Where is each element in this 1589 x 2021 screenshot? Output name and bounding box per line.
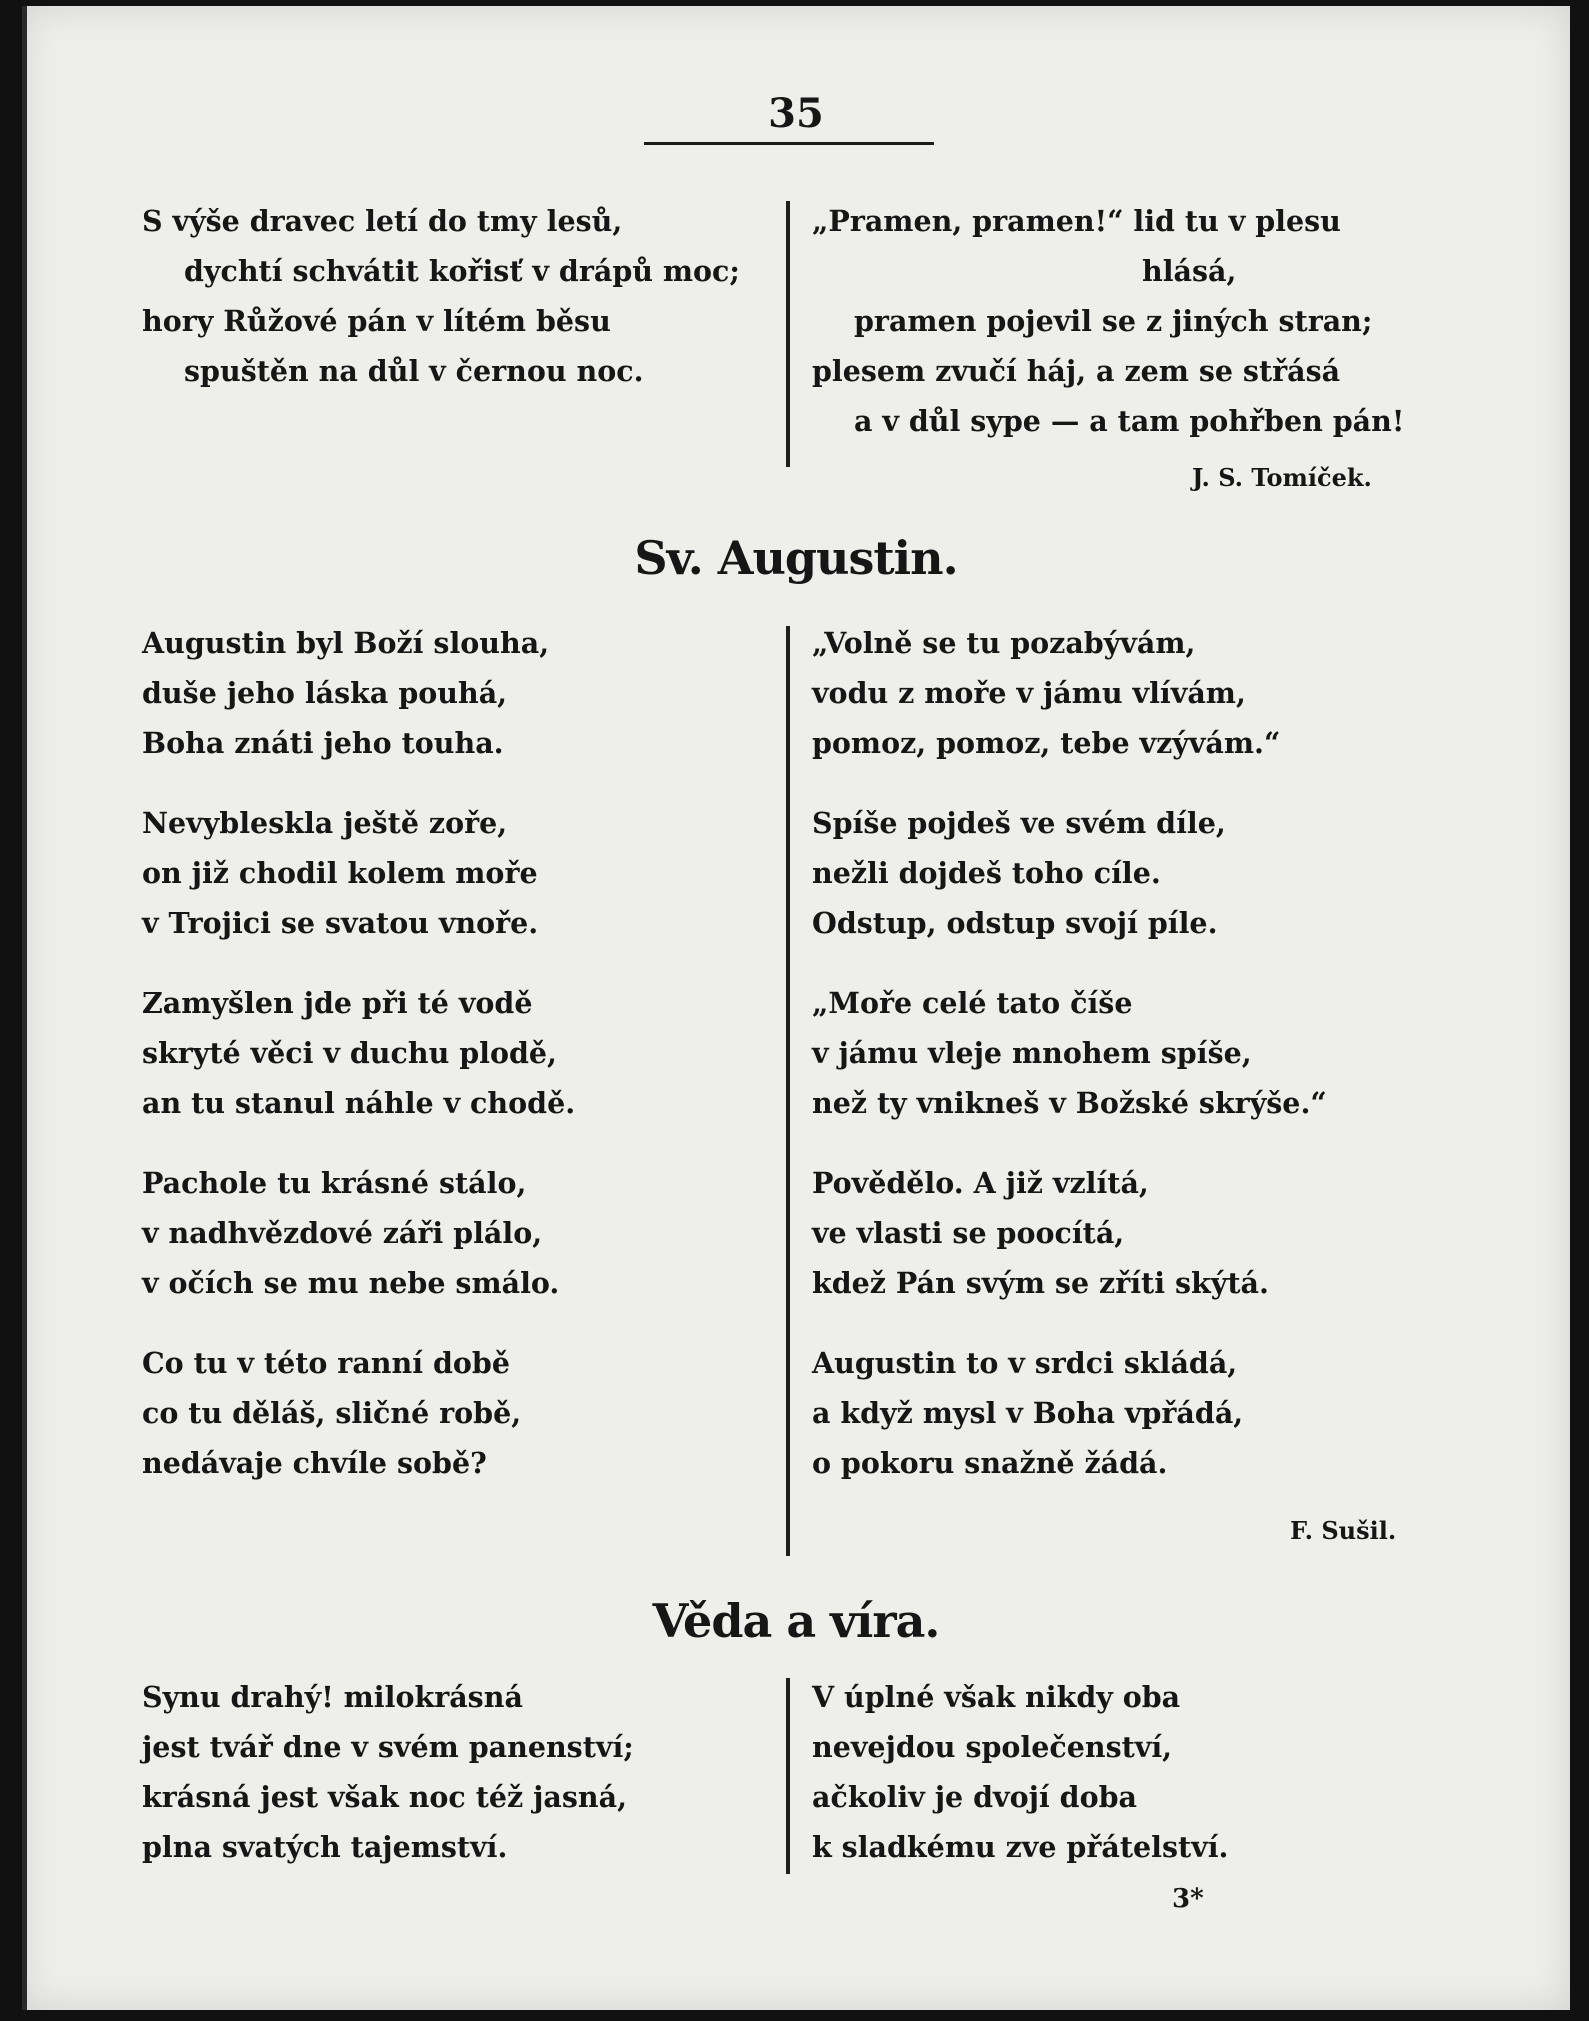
verse-line: nedávaje chvíle sobě? bbox=[142, 1446, 487, 1480]
signature-mark: 3* bbox=[1172, 1884, 1204, 1914]
poem-title: Věda a víra. bbox=[652, 1594, 940, 1648]
author-signature: J. S. Tomíček. bbox=[1192, 463, 1372, 492]
poem-title: Sv. Augustin. bbox=[634, 531, 958, 585]
verse-line: duše jeho láska pouhá, bbox=[142, 676, 508, 710]
top-left-stanza bbox=[142, 196, 740, 396]
verse-line: Boha znáti jeho touha. bbox=[142, 726, 504, 760]
poem2-left-column bbox=[142, 1672, 634, 1872]
stanza bbox=[142, 618, 575, 768]
verse-line: Spíše pojdeš ve svém díle, bbox=[812, 806, 1226, 840]
verse-line: v Trojici se svatou vnoře. bbox=[142, 906, 539, 940]
stanza bbox=[142, 1338, 575, 1488]
verse-line: ve vlasti se poocítá, bbox=[812, 1216, 1125, 1250]
verse-line: S výše dravec letí do tmy lesů, bbox=[142, 204, 623, 238]
top-right-stanza bbox=[812, 196, 1404, 446]
verse-line: „Volně se tu pozabývám, bbox=[812, 626, 1196, 660]
stanza bbox=[142, 1158, 575, 1308]
verse-line: nežli dojdeš toho cíle. bbox=[812, 856, 1161, 890]
stanza bbox=[812, 1158, 1327, 1308]
verse-line: ačkoliv je dvojí doba bbox=[812, 1780, 1137, 1814]
verse-line: an tu stanul náhle v chodě. bbox=[142, 1086, 576, 1120]
stanza bbox=[812, 978, 1327, 1128]
stanza bbox=[812, 618, 1327, 768]
verse-line: hlásá, bbox=[1142, 254, 1237, 288]
column-divider bbox=[786, 201, 790, 467]
verse-line: Augustin to v srdci skládá, bbox=[812, 1346, 1238, 1380]
poem1-right-column bbox=[812, 618, 1327, 1518]
verse-line: než ty vnikneš v Božské skrýše.“ bbox=[812, 1086, 1327, 1120]
verse-line: jest tvář dne v svém panenství; bbox=[142, 1730, 634, 1764]
verse-line: on již chodil kolem moře bbox=[142, 856, 538, 890]
page-number-rule bbox=[644, 142, 934, 145]
verse-line: k sladkému zve přátelství. bbox=[812, 1830, 1229, 1864]
verse-line: plesem zvučí háj, a zem se střásá bbox=[812, 354, 1341, 388]
verse-line: o pokoru snažně žádá. bbox=[812, 1446, 1168, 1480]
verse-line: plna svatých tajemství. bbox=[142, 1830, 508, 1864]
verse-line: dychtí schvátit kořisť v drápů moc; bbox=[184, 254, 740, 288]
page-edge bbox=[22, 6, 27, 2010]
verse-line: nevejdou společenství, bbox=[812, 1730, 1173, 1764]
stanza bbox=[812, 798, 1327, 948]
verse-line: „Pramen, pramen!“ lid tu v plesu bbox=[812, 204, 1341, 238]
verse-line: pomoz, pomoz, tebe vzývám.“ bbox=[812, 726, 1281, 760]
verse-line: Co tu v této ranní době bbox=[142, 1346, 510, 1380]
verse-line: kdež Pán svým se zříti skýtá. bbox=[812, 1266, 1269, 1300]
verse-line: skryté věci v duchu plodě, bbox=[142, 1036, 557, 1070]
verse-line: „Moře celé tato číše bbox=[812, 986, 1133, 1020]
verse-line: hory Růžové pán v lítém běsu bbox=[142, 304, 611, 338]
verse-line: Synu drahý! milokrásná bbox=[142, 1680, 523, 1714]
verse-line: spuštěn na důl v černou noc. bbox=[184, 354, 644, 388]
verse-line: Augustin byl Boží slouha, bbox=[142, 626, 550, 660]
verse-line: Nevybleskla ještě zoře, bbox=[142, 806, 508, 840]
verse-line: vodu z moře v jámu vlívám, bbox=[812, 676, 1246, 710]
column-divider bbox=[786, 626, 790, 1556]
verse-line: Zamyšlen jde při té vodě bbox=[142, 986, 533, 1020]
verse-line: Pachole tu krásné stálo, bbox=[142, 1166, 527, 1200]
verse-line: Odstup, odstup svojí píle. bbox=[812, 906, 1218, 940]
author-signature: F. Sušil. bbox=[1290, 1516, 1397, 1545]
verse-line: a v důl sype — a tam pohřben pán! bbox=[854, 404, 1405, 438]
verse-line: pramen pojevil se z jiných stran; bbox=[854, 304, 1373, 338]
verse-line: Povědělo. A již vzlítá, bbox=[812, 1166, 1149, 1200]
verse-line: v očích se mu nebe smálo. bbox=[142, 1266, 560, 1300]
poem1-left-column bbox=[142, 618, 575, 1518]
page-number: 35 bbox=[768, 90, 824, 137]
poem2-right-column bbox=[812, 1672, 1228, 1872]
verse-line: v nadhvězdové záři plálo, bbox=[142, 1216, 543, 1250]
verse-line: a když mysl v Boha vpřádá, bbox=[812, 1396, 1244, 1430]
book-page bbox=[22, 6, 1570, 2010]
verse-line: krásná jest však noc též jasná, bbox=[142, 1780, 628, 1814]
verse-line: v jámu vleje mnohem spíše, bbox=[812, 1036, 1252, 1070]
stanza bbox=[142, 798, 575, 948]
verse-line: co tu děláš, sličné robě, bbox=[142, 1396, 522, 1430]
column-divider bbox=[786, 1678, 790, 1874]
verse-line: V úplné však nikdy oba bbox=[812, 1680, 1181, 1714]
stanza bbox=[812, 1338, 1327, 1488]
stanza bbox=[142, 978, 575, 1128]
